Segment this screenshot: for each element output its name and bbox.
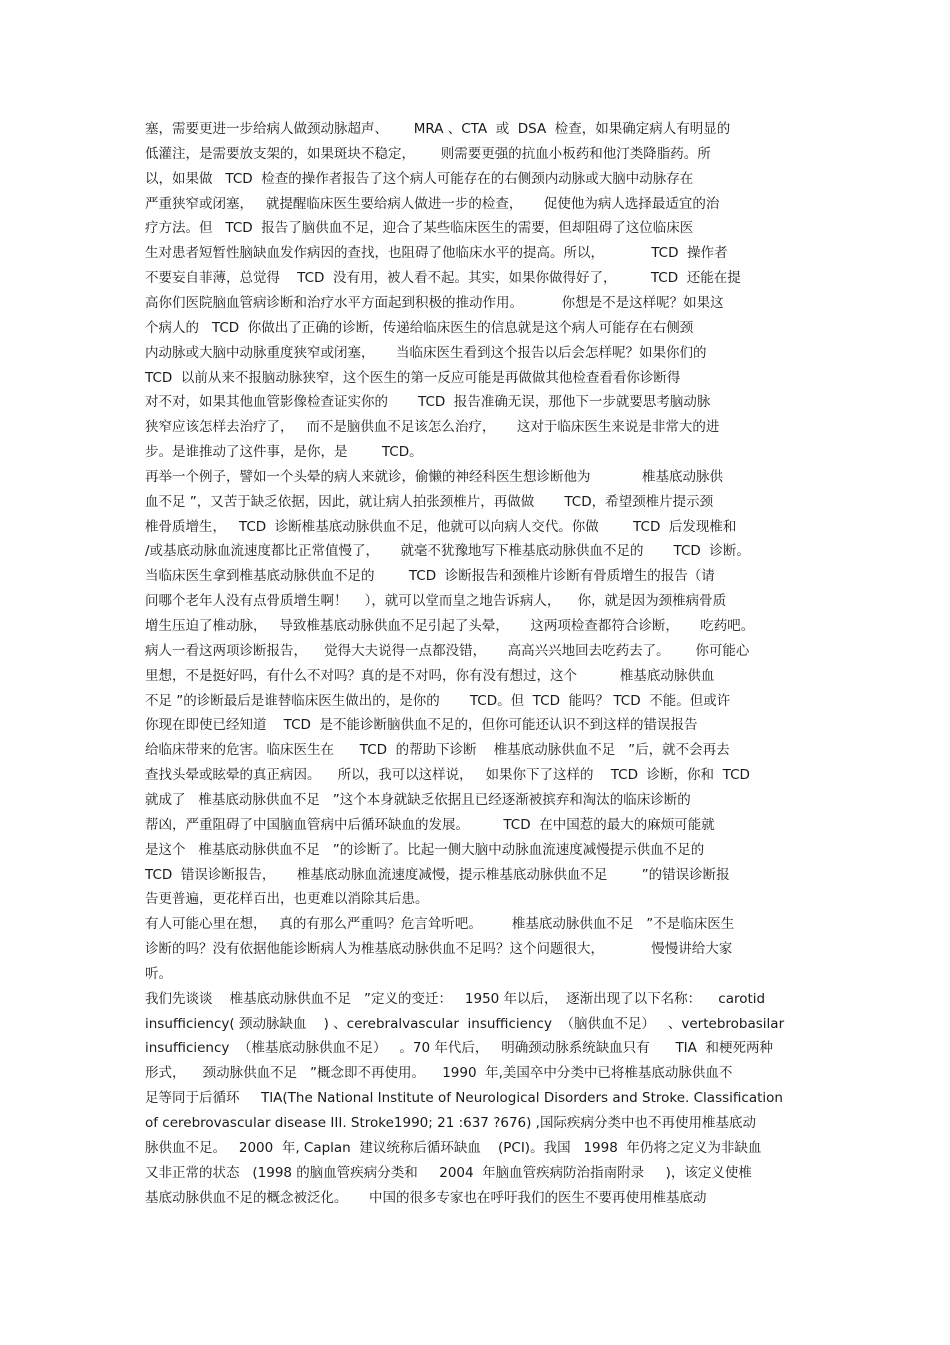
text-line: 听。 <box>145 965 172 982</box>
text-line: 个病人的 TCD 你做出了正确的诊断，传递给临床医生的信息就是这个病人可能存在右侧颈 <box>145 319 694 336</box>
text-line: 就成了 椎基底动脉供血不足 ”这个本身就缺乏依据且已经逐渐被摈弃和淘汰的临床诊断的 <box>145 791 691 808</box>
text-line: 对不对，如果其他血管影像检查证实你的 TCD 报告准确无误，那他下一步就要思考脑动脉 <box>145 394 711 411</box>
text-line: 以，如果做 TCD 检查的操作者报告了这个病人可能存在的右侧颈内动脉或大脑中动脉存在 <box>145 170 694 187</box>
text-line: 严重狭窄或闭塞， 就提醒临床医生要给病人做进一步的检查， 促使他为病人选择最适宜的治 <box>145 195 720 212</box>
text-line: TCD 错误诊断报告， 椎基底动脉血流速度减慢，提示椎基底动脉供血不足 ”的错误诊断报 <box>145 866 730 883</box>
text-line: 里想，不是挺好吗，有什么不对吗？真的是不对吗，你有没有想过，这个 椎基底动脉供血 <box>145 667 715 684</box>
text-line: 问哪个老年人没有点骨质增生啊！ ），就可以堂而皇之地告诉病人， 你，就是因为颈椎病骨质 <box>145 593 727 610</box>
text-line: 足等同于后循环 TIA(The National Institute of Neurological Disorders and Stroke. Classification <box>145 1090 783 1107</box>
text-line: 帮凶，严重阻碍了中国脑血管病中后循环缺血的发展。 TCD 在中国惹的最大的麻烦可能就 <box>145 816 715 833</box>
text-line: 不要妄自菲薄，总觉得 TCD 没有用，被人看不起。其实，如果你做得好了， TCD 还能在提 <box>145 270 741 287</box>
text-line: 有人可能心里在想， 真的有那么严重吗？危言耸听吧。 椎基底动脉供血不足 ”不是临床医生 <box>145 916 735 933</box>
text-line: 病人一看这两项诊断报告， 觉得大夫说得一点都没错， 高高兴兴地回去吃药去了。 你可能心 <box>145 642 750 659</box>
text-line: 不足 ”的诊断最后是谁替临床医生做出的，是你的 TCD。但 TCD 能吗？ TCD 不能。但或许 <box>145 692 731 709</box>
text-line: 基底动脉供血不足的概念被泛化。 中国的很多专家也在呼吁我们的医生不要再使用椎基底动 <box>145 1189 707 1206</box>
text-line: 你现在即使已经知道 TCD 是不能诊断脑供血不足的，但你可能还认识不到这样的错误报告 <box>145 717 698 734</box>
text-line: 生对患者短暂性脑缺血发作病因的查找，也阻碍了他临床水平的提高。所以， TCD 操作者 <box>145 245 728 262</box>
text-line: 又非正常的状态 (1998 的脑血管疾病分类和 2004 年脑血管疾病防治指南附录 )，该定义使椎 <box>145 1164 752 1181</box>
text-line: insufficiency （椎基底动脉供血不足） 。70 年代后， 明确颈动脉系统缺血只有 TIA 和梗死两种 <box>145 1040 773 1057</box>
text-line: 再举一个例子，譬如一个头晕的病人来就诊，偷懒的神经科医生想诊断他为 椎基底动脉供 <box>145 468 723 485</box>
text-line: 高你们医院脑血管病诊断和治疗水平方面起到积极的推动作用。 你想是不是这样呢？如果这 <box>145 294 724 311</box>
text-line: 当临床医生拿到椎基底动脉供血不足的 TCD 诊断报告和颈椎片诊断有骨质增生的报告（请 <box>145 568 715 585</box>
text-line: insufficiency( 颈动脉缺血 ) 、cerebralvascular insufficiency （脑供血不足） 、vertebrobasilar <box>145 1015 785 1032</box>
text-line: 我们先谈谈 椎基底动脉供血不足 ”定义的变迁： 1950 年以后， 逐渐出现了以下名称： carotid <box>145 990 766 1007</box>
text-line: 低灌注，是需要放支架的，如果斑块不稳定， 则需要更强的抗血小板药和他汀类降脂药。所 <box>145 145 711 162</box>
text-line: /或基底动脉血流速度都比正常值慢了， 就毫不犹豫地写下椎基底动脉供血不足的 TCD 诊断。 <box>145 543 750 560</box>
text-line: 增生压迫了椎动脉， 导致椎基底动脉供血不足引起了头晕， 这两项检查都符合诊断， 吃药吧。 <box>145 618 755 634</box>
text-line: 脉供血不足。 2000 年, Caplan 建议统称后循环缺血 (PCI)。我国 1998 年仍将之定义为非缺血 <box>145 1139 762 1156</box>
text-line: 查找头晕或眩晕的真正病因。 所以，我可以这样说， 如果你下了这样的 TCD 诊断，你和 TCD <box>145 767 750 784</box>
text-line: 血不足 ”，又苦于缺乏依据，因此，就让病人拍张颈椎片，再做做 TCD，希望颈椎片提示颈 <box>145 493 714 510</box>
text-line: 形式， 颈动脉供血不足 ”概念即不再使用。 1990 年,美国卒中分类中已将椎基底动脉供血不 <box>145 1065 733 1082</box>
text-line: 告更普遍，更花样百出，也更难以消除其后患。 <box>145 891 429 908</box>
text-line: 椎骨质增生， TCD 诊断椎基底动脉供血不足，他就可以向病人交代。你做 TCD 后发现椎和 <box>145 518 737 535</box>
text-line: 疗方法。但 TCD 报告了脑供血不足，迎合了某些临床医生的需要，但却阻碍了这位临床医 <box>145 220 694 237</box>
text-line: of cerebrovascular disease III. Stroke1990; 21 :637 ?676) ,国际疾病分类中也不再使用椎基底动 <box>145 1115 756 1131</box>
text-line: 狭窄应该怎样去治疗了， 而不是脑供血不足该怎么治疗， 这对于临床医生来说是非常大的进 <box>145 419 720 436</box>
text-line: TCD 以前从来不报脑动脉狭窄，这个医生的第一反应可能是再做做其他检查看看你诊断得 <box>145 369 681 386</box>
text-line: 塞，需要更进一步给病人做颈动脉超声、 MRA 、CTA 或 DSA 检查，如果确定病人有明显的 <box>145 121 731 137</box>
text-line: 诊断的吗？没有依据他能诊断病人为椎基底动脉供血不足吗？这个问题很大， 慢慢讲给大家 <box>145 941 733 958</box>
text-line: 是这个 椎基底动脉供血不足 ”的诊断了。比起一侧大脑中动脉血流速度减慢提示供血不足的 <box>145 841 705 858</box>
text-line: 给临床带来的危害。临床医生在 TCD 的帮助下诊断 椎基底动脉供血不足 ”后，就不会再去 <box>145 742 730 759</box>
text-line: 步。是谁推动了这件事，是你，是 TCD。 <box>145 444 423 461</box>
text-line: 内动脉或大脑中动脉重度狭窄或闭塞， 当临床医生看到这个报告以后会怎样呢？如果你们的 <box>145 344 707 361</box>
